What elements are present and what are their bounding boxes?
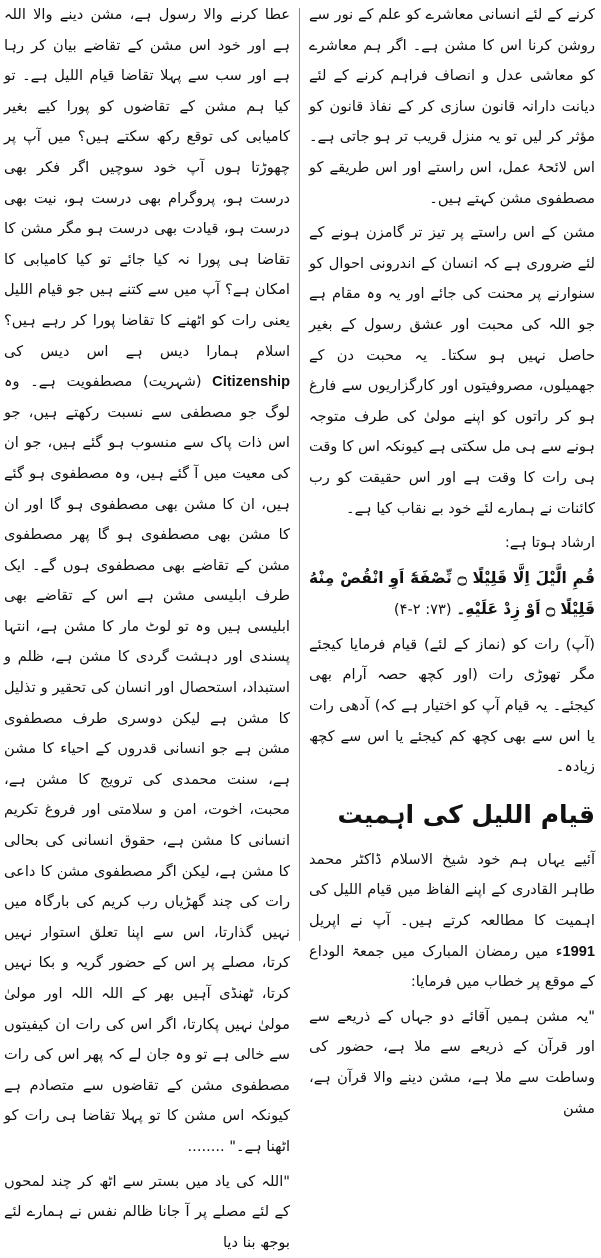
text-run: (شہریت) مصطفویت ہے۔ وہ لوگ جو مصطفی سے نسبت رکھتے ہیں، جو اس ذات پاک سے منسوب ہو گئے ہیں، جو ان کی معیت میں آ گئے ہیں، وہ مصطفوی ہو گئے ہیں، ان کا مشن بھی مصطفوی ہو گا اور ان کا مشن بھی مصطفوی ہو گا پھر مصطفوی مشن کے تقاضے بھی مصطفوی ہوں گے۔ ایک طرف ابلیسی مشن ہے اس کے تقاضے بھی ابلیسی ہیں وہ تو لوٹ مار کا مشن ہے، انتہا پسندی اور دہشت گردی کا مشن ہے، ظلم و استبداد، استحصال اور انسان کی تحقیر و تذلیل کا مشن ہے لیکن دوسری طرف مصطفوی مشن ہے جو انسانی قدروں کے احیاء کا مشن ہے، سنت محمدی کی ترویج کا مشن ہے، محبت، اخوت، امن و سلامتی اور فروغ تکریم انسانی کا مشن ہے، حقوق انسانی کی بحالی کا مشن ہے، لیکن اگر مصطفوی مشن کا داعی رات کی چند گھڑیاں رب کریم کی بارگاہ میں نہیں گذارتا، اس سے اپنا تعلق استوار نہیں کرتا، مصلے پر اس کے حضور گریہ و بکا نہیں کرتا، ٹھنڈی آہیں بھر کے اللہ اللہ اور مولیٰ مولیٰ نہیں پکارتا، اگر اس کی رات ان کیفیتوں سے خالی ہے تو وہ جان لے کہ پھر اس کی رات مصطفوی مشن کے تقاضوں سے متصادم ہے کیونکہ اس مشن کا تو پہلا تقاضا ہی رات کو اٹھنا ہے۔" ........	[4, 373, 290, 1155]
paragraph	[309, 845, 595, 998]
verse-translation: (آپ) رات کو (نماز کے لئے) قیام فرمایا کیجئے مگر تھوڑی رات (اور کچھ حصہ آرام بھی کیجئے۔ یہ قیام آپ کو اختیار ہے کہ) آدھی رات یا اس سے بھی کچھ کم کیجئے یا اس سے کچھ زیادہ۔	[309, 635, 595, 776]
text-run: ء میں رمضان المبارک میں جمعۃ الوداع کے موقع پر خطاب میں فرمایا:	[309, 942, 595, 991]
right-column	[309, 0, 595, 1117]
text-run: عطا کرنے والا رسول ہے، مشن دینے والا اللہ ہے اور خود اس مشن کے تقاضے بیان کر رہا ہے اور سب سے پہلا تقاضا قیام اللیل ہے۔ تو کیا ہم مشن کے تقاضوں کو پورا کیے بغیر کامیابی کی توقع رکھ سکتے ہیں؟ میں آپ پر چھوڑتا ہوں آپ خود سوچیں اگر فکر بھی درست ہو، پروگرام بھی درست ہو، نیت بھی درست ہو، قیادت بھی درست ہو مگر مشن کا تقاضا ہی پورا نہ کیا جائے تو کیا کامیابی کا امکان ہے؟ آپ میں سے کتنے ہیں جو قیام اللیل یعنی رات کو اٹھنے کا تقاضا پورا کر رہے ہیں؟ اسلام ہمارا دیس ہے اس دیس کی	[4, 6, 290, 360]
arabic-text: قُمِ الَّيْلَ اِلَّا قَلِيْلًا ۝ نِّصْفَهٗٓ اَوِ انْقُصْ مِنْهُ قَلِيْلًا ۝ اَوْ زِدْ عَلَيْهِ۔	[309, 568, 595, 619]
section-heading: قیام اللیل کی اہمیت	[337, 799, 595, 829]
quotation: "اللہ کی یاد میں بستر سے اٹھ کر چند لمحوں کے لئے مصلے پر آ جانا ظالم نفس نے ہمارے لئے بوجھ بنا دیا	[4, 1172, 290, 1251]
verse-reference: (۷۳: ۲-۴)	[393, 601, 452, 619]
quran-verse	[309, 563, 595, 626]
latin-word: Citizenship	[212, 374, 290, 391]
column-divider	[299, 8, 300, 941]
left-column	[4, 0, 290, 1251]
text-run: آئیے یہاں ہم خود شیخ الاسلام ڈاکٹر محمد طاہر القادری کے اپنے الفاظ میں قیام اللیل کی اہمیت کا مطالعہ کرتے ہیں۔ آپ نے اپریل	[309, 850, 595, 930]
year: 1991	[562, 943, 595, 960]
paragraph: مشن کے اس راستے پر تیز تر گامزن ہونے کے لئے ضروری ہے کہ انسان کے اندرونی احوال کو سنوارنے پر محنت کی جائے اور یہ وہ مقام ہے جو اللہ کی محبت اور عشق رسول کے بغیر حاصل نہیں ہو سکتا۔ یہ محبت دن کے جھمیلوں، مصروفیتوں اور کارگزاریوں سے فارغ ہو کر راتوں کو اپنے مولیٰ کی طرف متوجہ ہونے سے ہی مل سکتی ہے کیونکہ اس کا وقت ہی رات کا وقت ہے اور اس حقیقت کو رب کائنات نے ہمارے لئے خود بے نقاب کیا ہے۔	[309, 224, 595, 517]
paragraph	[4, 0, 290, 1163]
paragraph: ارشاد ہوتا ہے:	[504, 534, 595, 552]
quotation: "یہ مشن ہمیں آقائے دو جہاں کے ذریعے سے اور قرآن کے ذریعے سے ملا ہے، حضور کی وساطت سے ملا ہے، مشن دینے والا قرآن ہے، مشن	[309, 1007, 595, 1117]
paragraph: کرنے کے لئے انسانی معاشرے کو علم کے نور سے روشن کرنا اس کا مشن ہے۔ اگر ہم معاشرے کو معاشی عدل و انصاف فراہم کرنے کے لئے دیانت دارانہ قانون سازی کر کے نفاذ قانون کو مؤثر کر لیں تو یہ منزل قریب تر ہو جاتی ہے۔اس لائحۂ عمل، اس راستے اور اس طریقے کو مصطفوی مشن کہتے ہیں۔	[309, 6, 595, 207]
